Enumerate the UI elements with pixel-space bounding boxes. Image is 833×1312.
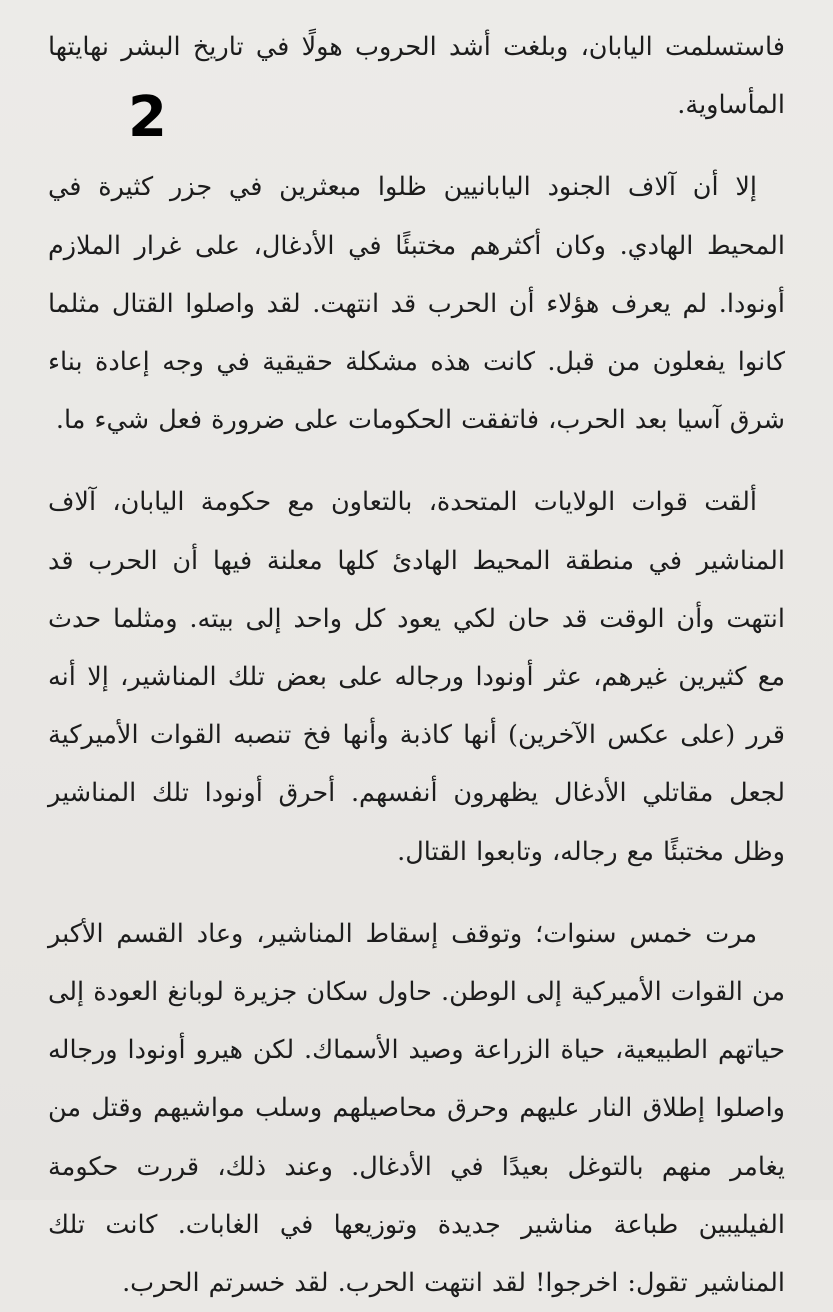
paragraph-gap: [48, 881, 785, 905]
paragraph-2: إلا أن آلاف الجنود اليابانيين ظلوا مبعثرين في جزر كثيرة في المحيط الهادي. وكان أكثرهم مختبئًا في الأدغال، على غرار الملازم أونودا. لم يعرف هؤلاء أن الحرب قد انتهت. لقد واصلوا القتال مثلما كانوا يفعلون من قبل. كانت هذه مشكلة حقيقية في وجه إعادة بناء شرق آسيا بعد الحرب، فاتفقت الحكومات على ضرورة فعل شيء ما.: [48, 172, 785, 436]
page-body-text: [48, 18, 785, 1312]
paragraph-3: ألقت قوات الولايات المتحدة، بالتعاون مع حكومة اليابان، آلاف المناشير في منطقة المحيط الهادئ كلها معلنة فيها أن الحرب قد انتهت وأن الوقت قد حان لكي يعود كل واحد إلى بيته. ومثلما حدث مع كثيرين غيرهم، عثر أونودا ورجاله على بعض تلك المناشير، إلا أنه قرر (على عكس الآخرين) أنها كاذبة وأنها فخ تنصبه القوات الأميركية لجعل مقاتلي الأدغال يظهرون أنفسهم. أحرق أونودا تلك المناشير وظل مختبئًا مع رجاله، وتابعوا القتال.: [48, 487, 785, 867]
paragraph-4: مرت خمس سنوات؛ وتوقف إسقاط المناشير، وعاد القسم الأكبر من القوات الأميركية إلى الوطن. حاول سكان جزيرة لوبانغ العودة إلى حياتهم الطبيعية، حياة الزراعة وصيد الأسماك. لكن هيرو أونودا ورجاله واصلوا إطلاق النار عليهم وحرق محاصيلهم وسلب مواشيهم وقتل من يغامر منهم بالتوغل بعيدًا في الأدغال. وعند ذلك، قررت حكومة الفيليبين طباعة مناشير جديدة وتوزيعها في الغابات. كانت تلك المناشير تقول: اخرجوا! لقد انتهت الحرب. لقد خسرتم الحرب.: [48, 918, 785, 1299]
paragraph-1: فاستسلمت اليابان، وبلغت أشد الحروب هولًا في تاريخ البشر نهايتها المأساوية.: [48, 32, 785, 121]
page-number: 2: [128, 85, 167, 150]
paragraph-gap: [48, 449, 785, 473]
